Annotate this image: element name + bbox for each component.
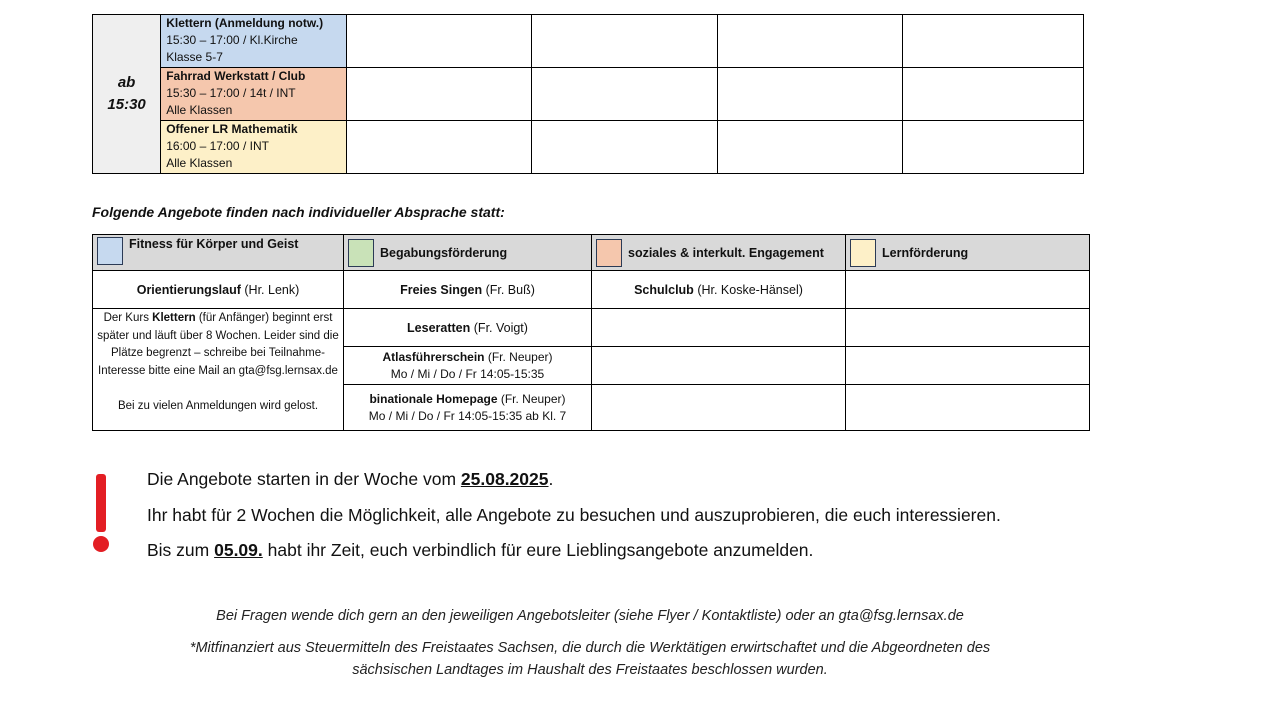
exclamation-icon [91, 474, 113, 554]
empty-cell [903, 15, 1084, 68]
notice-text: habt ihr Zeit, euch verbindlich für eure Lieblingsangebote anzumelden. [267, 540, 814, 560]
table-row [93, 309, 1090, 347]
empty-cell [346, 15, 532, 68]
empty-cell [532, 68, 718, 121]
course-detail: 16:00 – 17:00 / INT [166, 139, 269, 153]
offer-atlasfuehrerschein [344, 347, 592, 385]
category-header-row [93, 235, 1090, 271]
offer-name: Orientierungslauf [136, 282, 241, 297]
course-cell-bike-workshop [161, 68, 347, 121]
course-title: Klettern (Anmeldung notw.) [166, 16, 324, 30]
footer-funding-line1: *Mitfinanziert aus Steuermitteln des Freistaates Sachsen, die durch die Werktätigen erwirtschaftet und die Abgeordneten des [189, 640, 991, 656]
notice-text: Bis zum [147, 540, 210, 560]
note-text-start: Der Kurs [103, 312, 149, 324]
start-date: 25.08.2025 [460, 469, 549, 489]
empty-cell [346, 68, 532, 121]
empty-cell [846, 271, 1090, 309]
climbing-note [93, 309, 344, 431]
offer-name: Schulclub [634, 282, 694, 297]
empty-cell [717, 121, 903, 174]
empty-cell [846, 347, 1090, 385]
offer-name: Atlasführerschein [382, 349, 485, 364]
schedule-row [93, 15, 1084, 68]
empty-cell [592, 347, 846, 385]
color-swatch-green [348, 239, 374, 267]
footer-contact: Bei Fragen wende dich gern an den jeweiligen Angebotsleiter (siehe Flyer / Kontaktliste) oder an gta@fsg.lernsax.de [216, 608, 964, 624]
notice-registration-deadline [147, 540, 813, 561]
empty-cell [532, 15, 718, 68]
schedule-row [93, 121, 1084, 174]
offer-leseratten [344, 309, 592, 347]
note-text-end: Bei zu vielen Anmeldungen wird gelost. [117, 399, 319, 412]
offer-name: binationale Homepage [369, 391, 498, 406]
course-title: Fahrrad Werkstatt / Club [166, 69, 306, 83]
course-cell-math [161, 121, 347, 174]
course-audience: Alle Klassen [166, 103, 233, 117]
empty-cell [903, 68, 1084, 121]
offer-lead: (Fr. Neuper) [487, 349, 553, 364]
empty-cell [717, 68, 903, 121]
offer-time: Mo / Mi / Do / Fr 14:05-15:35 ab Kl. 7 [368, 408, 567, 423]
notice-text: . [548, 469, 554, 489]
course-audience: Klasse 5-7 [166, 50, 223, 64]
offer-name: Leseratten [407, 320, 471, 335]
offer-freies-singen [344, 271, 592, 309]
deadline-date: 05.09. [214, 540, 263, 560]
offer-name: Freies Singen [400, 282, 483, 297]
course-cell-climbing [161, 15, 347, 68]
empty-cell [846, 385, 1090, 431]
category-fitness [93, 235, 344, 271]
notice-trial-period: Ihr habt für 2 Wochen die Möglichkeit, alle Angebote zu besuchen und auszuprobieren, die euch interessieren. [147, 505, 1001, 525]
empty-cell [346, 121, 532, 174]
offer-lead: (Hr. Lenk) [244, 282, 300, 297]
notice-start-date [147, 469, 553, 490]
time-slot-prefix: ab [117, 74, 136, 91]
offer-time: Mo / Mi / Do / Fr 14:05-15:35 [390, 366, 545, 381]
offer-lead: (Fr. Buß) [485, 282, 535, 297]
note-text-body: (für Anfänger) beginnt erst später und läuft über 8 Wochen. Leider sind die Plätze begrenzt – schreibe bei Teilnahme-Interesse bitte eine Mail an gta@fsg.lernsax.de [97, 312, 339, 377]
offer-lead: (Hr. Koske-Hänsel) [697, 282, 803, 297]
table-row [93, 271, 1090, 309]
course-title: Offener LR Mathematik [166, 122, 298, 136]
note-course-name: Klettern [152, 312, 196, 324]
schedule-table [92, 14, 1084, 174]
category-label: Lernförderung [882, 245, 969, 260]
time-slot-time: 15:30 [107, 96, 146, 113]
individual-offers-heading: Folgende Angebote finden nach individueller Absprache statt: [92, 204, 505, 220]
empty-cell [592, 309, 846, 347]
time-slot-label [93, 15, 161, 174]
empty-cell [846, 309, 1090, 347]
category-lernfoerderung [846, 235, 1090, 271]
empty-cell [592, 385, 846, 431]
category-begabung [344, 235, 592, 271]
course-detail: 15:30 – 17:00 / Kl.Kirche [166, 33, 298, 47]
category-sozial [592, 235, 846, 271]
category-label: Fitness für Körper und Geist [129, 237, 299, 251]
color-swatch-orange [596, 239, 622, 267]
color-swatch-blue [97, 237, 123, 265]
offer-binationale-homepage [344, 385, 592, 431]
empty-cell [532, 121, 718, 174]
offer-lead: (Fr. Voigt) [473, 320, 528, 335]
offer-lead: (Fr. Neuper) [500, 391, 566, 406]
notice-text: Die Angebote starten in der Woche vom [147, 469, 457, 489]
category-label: Begabungsförderung [380, 245, 508, 260]
individual-offers-table [92, 234, 1090, 431]
course-detail: 15:30 – 17:00 / 14t / INT [166, 86, 296, 100]
empty-cell [903, 121, 1084, 174]
footer-funding-line2: sächsischen Landtages im Haushalt des Freistaates beschlossen wurden. [352, 662, 828, 678]
category-label: soziales & interkult. Engagement [628, 245, 824, 260]
color-swatch-yellow [850, 239, 876, 267]
offer-orientierungslauf [93, 271, 344, 309]
schedule-row [93, 68, 1084, 121]
empty-cell [717, 15, 903, 68]
course-audience: Alle Klassen [166, 156, 233, 170]
offer-schulclub [592, 271, 846, 309]
